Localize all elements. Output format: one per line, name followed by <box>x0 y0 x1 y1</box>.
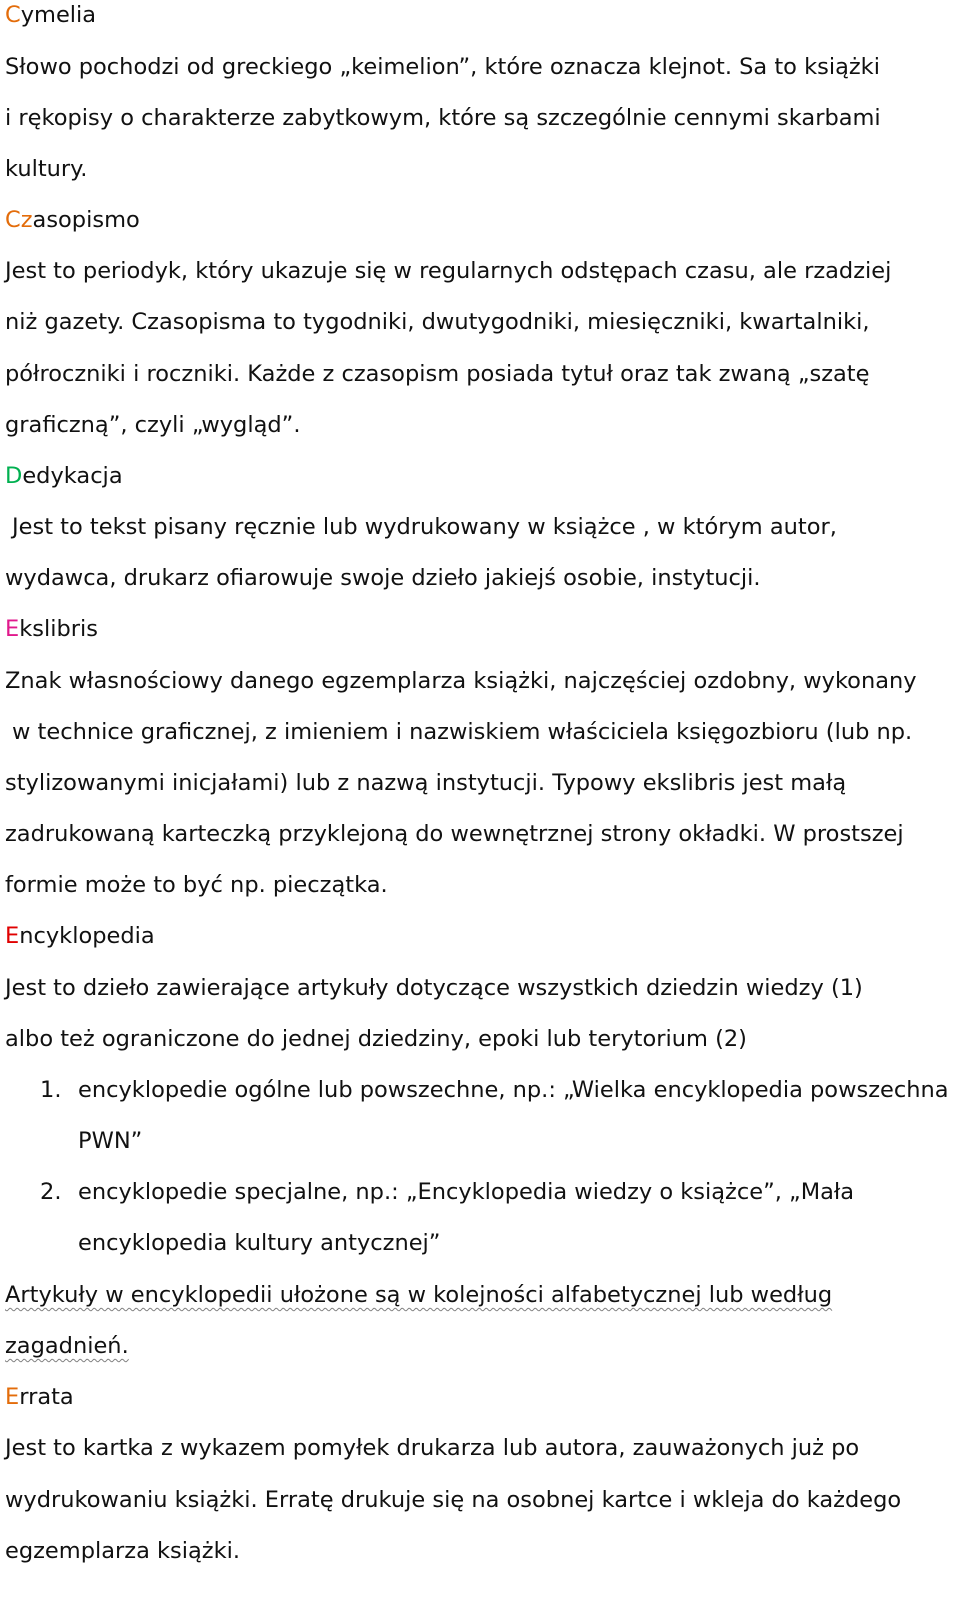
term-rest: asopismo <box>32 207 140 233</box>
definition-line: albo też ograniczone do jednej dziedziny, epoki lub terytorium (2) <box>5 1026 747 1052</box>
term-heading-cymelia <box>5 0 96 30</box>
term-rest: rrata <box>19 1384 74 1410</box>
definition-line: stylizowanymi inicjałami) lub z nazwą instytucji. Typowy ekslibris jest małą <box>5 770 847 796</box>
term-heading-encyklopedia <box>5 921 155 951</box>
term-initial: E <box>5 616 20 642</box>
definition-line: graficzną”, czyli „wygląd”. <box>5 412 301 438</box>
definition-line: egzemplarza książki. <box>5 1538 241 1564</box>
term-initial: Cz <box>5 207 33 233</box>
definition-line: Jest to kartka z wykazem pomyłek drukarza lub autora, zauważonych już po <box>5 1435 860 1461</box>
definition-line: wydawca, drukarz ofiarowuje swoje dzieło jakiejś osobie, instytucji. <box>5 565 761 591</box>
term-initial: D <box>5 463 23 489</box>
term-rest: edykacja <box>22 463 123 489</box>
list-item-line: encyklopedie ogólne lub powszechne, np.: „Wielka encyklopedia powszechna <box>78 1077 949 1103</box>
spellcheck-underlined-line: zagadnień. <box>5 1333 129 1359</box>
spellcheck-underlined-line: Artykuły w encyklopedii ułożone są w kolejności alfabetycznej lub według <box>5 1282 833 1308</box>
term-rest: ymelia <box>20 2 97 28</box>
definition-line: i rękopisy o charakterze zabytkowym, które są szczególnie cennymi skarbami <box>5 105 881 131</box>
definition-line: Słowo pochodzi od greckiego „keimelion”, które oznacza klejnot. Sa to książki <box>5 54 880 80</box>
definition-line: wydrukowaniu książki. Erratę drukuje się na osobnej kartce i wkleja do każdego <box>5 1487 902 1513</box>
term-initial: E <box>5 1384 20 1410</box>
list-item-line: encyklopedie specjalne, np.: „Encyklopedia wiedzy o książce”, „Mała <box>78 1179 855 1205</box>
definition-line: kultury. <box>5 156 88 182</box>
term-rest: ncyklopedia <box>19 923 155 949</box>
list-item-line: encyklopedia kultury antycznej” <box>78 1230 441 1256</box>
term-initial: C <box>5 2 21 28</box>
definition-line: formie może to być np. pieczątka. <box>5 872 388 898</box>
term-initial: E <box>5 923 20 949</box>
list-item-line: PWN” <box>78 1128 143 1154</box>
term-rest: kslibris <box>19 616 98 642</box>
definition-line: półroczniki i roczniki. Każde z czasopism posiada tytuł oraz tak zwaną „szatę <box>5 361 870 387</box>
term-heading-czasopismo <box>5 205 140 235</box>
definition-line: Jest to periodyk, który ukazuje się w regularnych odstępach czasu, ale rzadziej <box>5 258 892 284</box>
definition-line: Znak własnościowy danego egzemplarza książki, najczęściej ozdobny, wykonany <box>5 668 917 694</box>
term-heading-ekslibris <box>5 614 98 644</box>
list-number: 2. <box>40 1179 62 1205</box>
definition-line: Jest to tekst pisany ręcznie lub wydrukowany w książce , w którym autor, <box>12 514 837 540</box>
term-heading-dedykacja <box>5 461 123 491</box>
term-heading-errata <box>5 1382 74 1412</box>
definition-line: zadrukowaną karteczką przyklejoną do wewnętrznej strony okładki. W prostszej <box>5 821 904 847</box>
definition-line: Jest to dzieło zawierające artykuły dotyczące wszystkich dziedzin wiedzy (1) <box>5 975 863 1001</box>
list-number: 1. <box>40 1077 62 1103</box>
definition-line: w technice graficznej, z imieniem i nazwiskiem właściciela księgozbioru (lub np. <box>12 719 913 745</box>
definition-line: niż gazety. Czasopisma to tygodniki, dwutygodniki, miesięczniki, kwartalniki, <box>5 309 870 335</box>
